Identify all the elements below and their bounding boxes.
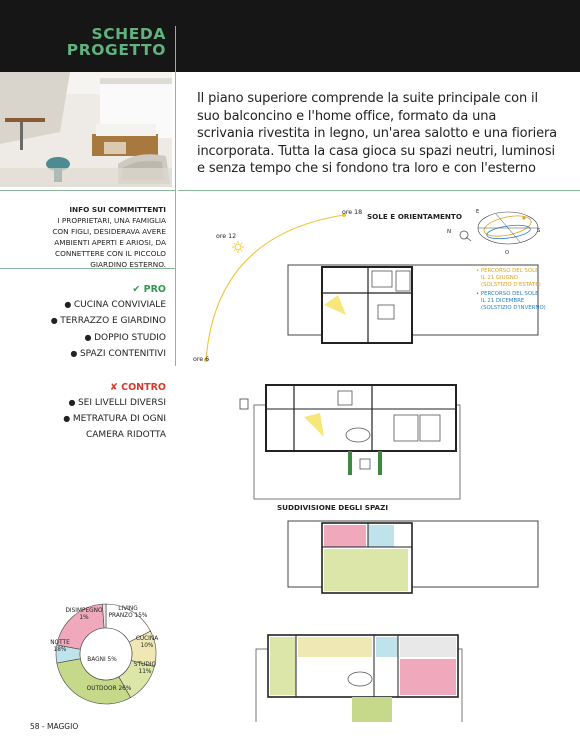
contro-item: CAMERA RIDOTTA (85, 429, 166, 440)
label-studio (130, 662, 160, 676)
legend-summer-line: IL 21 GIUGNO (481, 275, 519, 281)
donut-hole (80, 628, 132, 680)
pro-item: ● SPAZI CONTENITIVI (0, 346, 166, 362)
legend-summer (476, 268, 576, 289)
label-notte (48, 640, 72, 654)
label-cucina-line: 10% (140, 643, 154, 649)
label-disimpegno-line: 1% (79, 615, 89, 621)
pro-heading: ✔ PRO (132, 284, 166, 295)
client-info (0, 204, 166, 270)
pro-item: ● DOPPIO STUDIO (0, 330, 166, 346)
client-info-line: CONNETTERE CON IL PICCOLO (55, 249, 166, 258)
label-cucina-line: CUCINA (135, 636, 159, 642)
compass-west: O (505, 250, 509, 256)
contro-list (0, 380, 166, 443)
label-cucina (132, 636, 162, 650)
compass-south: S (537, 228, 541, 234)
client-info-line: GIARDINO ESTERNO. (90, 260, 166, 269)
title-line-1: SCHEDA (91, 25, 166, 43)
label-disimpegno-line: DISIMPEGNO (65, 608, 103, 614)
pro-item: ● TERRAZZO E GIARDINO (0, 313, 166, 329)
intro-divider (178, 190, 580, 191)
sun-label-12: ore 12 (216, 233, 237, 240)
sun-legend (476, 268, 576, 312)
contro-heading: ✘ CONTRO (109, 382, 166, 393)
sun-icon (232, 241, 244, 253)
label-notte-line: 18% (53, 647, 67, 653)
floor-plan-upper-coloured (288, 521, 538, 593)
floor-plan-main-coloured (256, 635, 462, 722)
client-info-heading: INFO SUI COMMITTENTI (69, 205, 166, 214)
client-info-line: CON FIGLI, DESIDERAVA AVERE (52, 227, 166, 236)
label-living-line: LIVING (118, 606, 138, 612)
compass-east: E (476, 209, 480, 215)
label-notte-line: NOTTE (50, 640, 70, 646)
sidebar-divider-top (0, 190, 176, 191)
sun-orientation-title: SOLE E ORIENTAMENTO (367, 212, 462, 221)
legend-winter-line: IL 21 DICEMBRE (481, 298, 525, 304)
orientation-globe (478, 212, 541, 244)
label-studio-line: STUDIO (133, 662, 157, 668)
space-division-title: SUDDIVISIONE DEGLI SPAZI (277, 503, 389, 512)
label-bagni: BAGNI 5% (87, 657, 117, 663)
pro-item: ● CUCINA CONVIVIALE (0, 297, 166, 313)
sun-label-6: ore 6 (193, 356, 210, 363)
contro-item: ● METRATURA DI OGNI (0, 411, 166, 427)
label-outdoor: OUTDOOR 26% (86, 686, 132, 692)
legend-summer-line: • PERCORSO DEL SOLE (476, 268, 539, 274)
space-division-chart (46, 602, 170, 706)
section-title (0, 26, 172, 58)
compass-north: N (447, 229, 452, 235)
label-disimpegno (62, 608, 106, 622)
label-living (108, 606, 148, 620)
client-info-line: AMBIENTI APERTI E ARIOSI, DA (54, 238, 166, 247)
interior-photo (0, 72, 172, 187)
label-studio-line: 11% (138, 669, 152, 675)
page-footer: 58 - MAGGIO (30, 722, 79, 731)
contro-item: ● SEI LIVELLI DIVERSI (0, 395, 166, 411)
legend-summer-line: (SOLSTIZIO D'ESTATE) (481, 282, 541, 288)
sun-label-18: ore 18 (342, 209, 363, 216)
client-info-line: I PROPRIETARI, UNA FAMIGLIA (57, 216, 166, 225)
legend-winter-line: (SOLSTIZIO D'INVERNO) (481, 305, 546, 311)
compass-icon (460, 231, 471, 241)
floor-plan-main (240, 385, 460, 499)
label-living-line: PRANZO 15% (108, 613, 148, 619)
title-line-2: PROGETTO (66, 41, 166, 59)
intro-paragraph: Il piano superiore comprende la suite principale con il suo balconcino e l'home office, formato da una scrivania rivestita in legno, un'area salotto e una fioriera incorporata. Tutta la casa gioca su spazi neutri, luminosi e senza tempo che si fondono tra loro e con l'esterno (197, 91, 557, 177)
legend-winter-line: • PERCORSO DEL SOLE (476, 291, 539, 297)
legend-winter (476, 291, 576, 312)
pro-list (0, 282, 166, 362)
